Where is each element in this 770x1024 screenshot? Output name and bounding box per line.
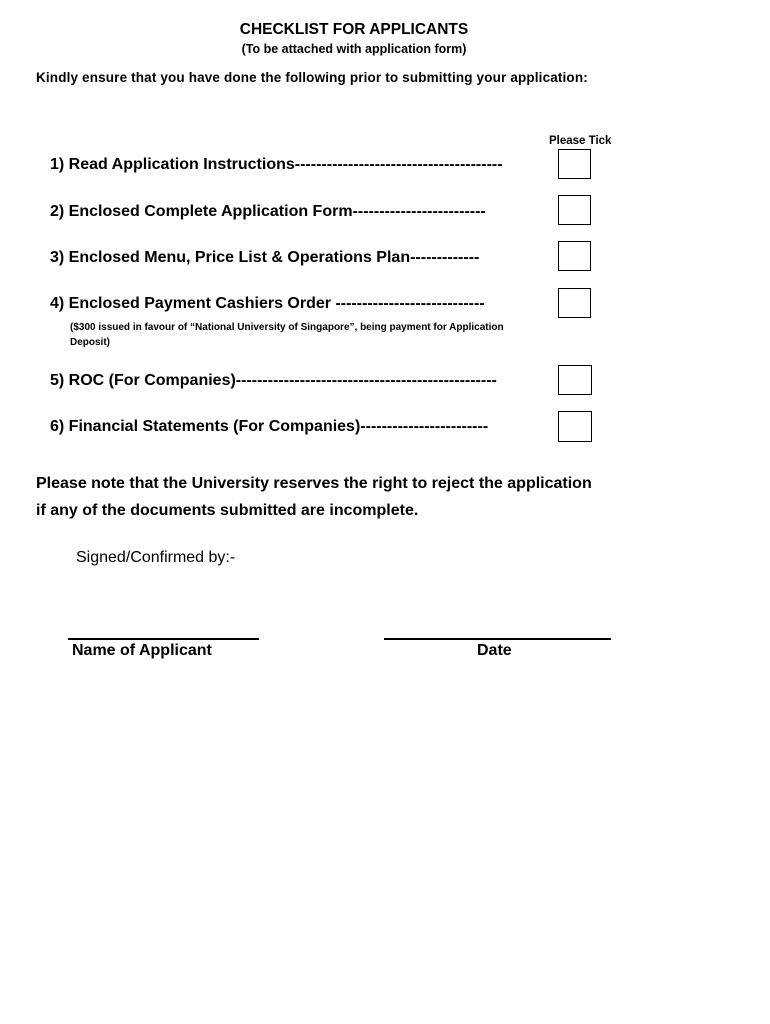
name-signature-line[interactable] [68,638,259,640]
checklist-item-4-note: ($300 issued in favour of “National University of Singapore”, being payment for Application Deposit) [70,322,504,348]
intro-text: Kindly ensure that you have done the following prior to submitting your application: [36,70,588,85]
checklist-item-4: 4) Enclosed Payment Cashiers Order ---------------------------- [50,295,485,312]
checklist-item-5: 5) ROC (For Companies)------------------------------------------------- [50,372,497,389]
checklist-item-6: 6) Financial Statements (For Companies)------------------------ [50,418,489,435]
tick-box-5[interactable] [558,365,592,395]
checklist-item-1: 1) Read Application Instructions--------------------------------------- [50,156,503,173]
page-title: CHECKLIST FOR APPLICANTS [239,21,469,38]
tick-column-header: Please Tick [549,135,612,147]
date-signature-line[interactable] [384,638,611,640]
tick-box-1[interactable] [558,149,591,179]
tick-box-4[interactable] [558,288,591,318]
checklist-item-2: 2) Enclosed Complete Application Form------------------------- [50,203,486,220]
tick-box-3[interactable] [558,241,591,271]
name-of-applicant-label: Name of Applicant [72,642,212,659]
tick-box-2[interactable] [558,195,591,225]
page-subtitle: (To be attached with application form) [241,42,467,56]
date-label: Date [477,642,512,659]
checklist-item-3: 3) Enclosed Menu, Price List & Operations Plan------------- [50,249,480,266]
tick-box-6[interactable] [558,411,592,442]
signed-confirmed-label: Signed/Confirmed by:- [76,549,236,566]
disclaimer-text: Please note that the University reserves the right to reject the application if any of the documents submitted are incomplete. [36,475,592,519]
